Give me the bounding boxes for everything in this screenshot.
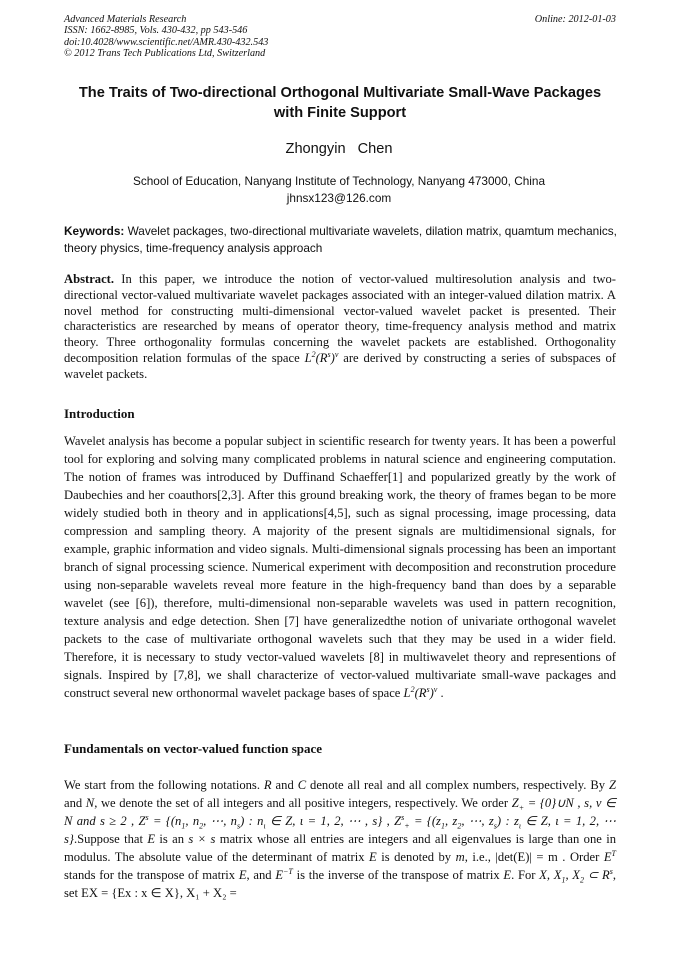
fund-and-1: and (271, 778, 298, 792)
fund-text-13: , set EX = {Ex : x ∈ X}, X₁ + X₂ = (64, 868, 616, 900)
math-space-l2: $L^2(R^s)^v$ (304, 349, 339, 365)
author (0, 141, 678, 157)
abstract-text-2: are derived by constructing a series of subspaces of wavelet packets. (64, 350, 616, 381)
online-date: Online: 2012-01-03 (534, 14, 616, 25)
math-N: N (85, 796, 95, 810)
keywords-label: Keywords: (64, 224, 125, 238)
math-E-1: E (147, 832, 156, 846)
math-E-transpose: $E^T$ (603, 848, 616, 864)
abstract-label: Abstract. (64, 272, 115, 286)
fundamentals-heading: Fundamentals on vector-valued function space (64, 741, 323, 756)
affiliation-block (0, 173, 678, 207)
math-space-l2-intro: $L^2(R^s)^v$ (403, 684, 438, 700)
fund-text-1: We start from the following notations. (64, 778, 264, 792)
math-set-X: X, $X_1$, $X_2$ ⊂ $R^s$ (539, 866, 613, 885)
copyright: © 2012 Trans Tech Publications Ltd, Switzerland (64, 47, 266, 59)
fund-text-7: is denoted by (376, 850, 456, 864)
journal-header (64, 14, 616, 59)
paper-title: The Traits of Two-directional Orthogonal Multivariate Small-Wave Packages with Finite Support (78, 85, 602, 121)
introduction-paragraph (64, 432, 616, 702)
author-first-name: Zhongyin (285, 141, 346, 157)
intro-text-2: . (437, 686, 444, 700)
intro-text-1: Wavelet analysis has become a popular subject in scientific research for twenty years. It has been a powerful tool for exploring and solving many complicated problems in natural science and engineering computation. The notion of frames was introduced by Duffinand Schaeffer[1] and popularized greatly by the work of Daubechies and her coauthors[2,3]. After this ground breaking work, the theory of frames began to be more widely studied both in theory and in applications[4,5], such as signal processing, image processing, data compression and sampling theory. A majority of the present signals are multidimensional signals, for example, graphic information and video signals. Multi-dimensional signals processing has been an important branch of signal processing science. Numerical experiment with decomposition and reconstrution procedure using non-separable wavelets reveal more feature in the high-frequency band than does by a separable wavelet (see [6]), therefore, multi-dimensional non-separable wavelets was used in pattern recognition, texture analysis and edge detection. Shen [7] have generalizedthe notion of univariate orthogonal wavelet packets to the case of multivariate orthogonal wavelets such that they may be used in a wider field. Therefore, it is necessary to study vector-valued wavelets [8] in multiwavelet theory and representions of signals. Inspired by [7,8], we shall characterize of vector-valued multivariate small-wave packages and construct several new orthonormal wavelet package bases of space (64, 434, 616, 700)
math-sxs: s × s (188, 832, 216, 846)
introduction-heading: Introduction (64, 406, 135, 421)
fund-text-12: . For (511, 868, 540, 882)
journal-name: Advanced Materials Research (64, 14, 187, 25)
fund-text-5: is an (155, 832, 189, 846)
fund-text-3: , we denote the set of all integers and all positive integers, respectively. We order (94, 796, 512, 810)
affiliation: School of Education, Nanyang Institute of Technology, Nanyang 473000, China (132, 174, 546, 188)
email[interactable]: jhnsx123@126.com (286, 191, 392, 205)
fund-text-8: , i.e., |det(E)| = m . Order (464, 850, 604, 864)
abstract-text-1: In this paper, we introduce the notion of vector-valued multiresolution analysis and two-directional vector-valued multivariate wavelet packages associated with an integer-valued dilation matrix. A novel method for constructing multi-dimensional vector-valued wavelet packet is presented. Their characteristics are researched by means of operator theory, time-frequency analysis method and matrix theory. Three orthogonality formulas concerning the wavelet packets are established. Orthogonality decomposition relation formulas of the space (64, 272, 616, 365)
fundamentals-paragraph (64, 776, 616, 902)
math-Z: Z (609, 778, 617, 792)
math-E-4: E (503, 868, 512, 882)
fund-text-6: matrix whose all entries are integers and all eigenvalues is large than one in modulus. The absolute value of the determinant of matrix (64, 832, 617, 864)
fund-text-9: stands for the transpose of matrix (64, 868, 239, 882)
issn: ISSN: 1662-8985, Vols. 430-432, pp 543-546 (64, 25, 248, 37)
math-E-2: E (369, 850, 377, 864)
fund-text-11: is the inverse of the transpose of matrix (292, 868, 504, 882)
abstract (64, 272, 616, 383)
math-C: C (297, 778, 307, 792)
math-notations: $Z_+$ = {0}∪N , s, v ∈ N and s ≥ 2 , $Z^s = \{(n_1$, $n_2$, ⋯, $n_s$) : $n_\iota$ ∈ Z, ι = 1, 2, ⋯ , s} , $Z^s_+ = \{(z_1$, $z_2$, ⋯, $z_s$) : $z_\iota$ ∈ Z, ι = 1, 2, ⋯ s} (64, 796, 617, 846)
fund-and-2: and (64, 796, 86, 810)
fund-text-10: , and (246, 868, 276, 882)
keywords-text: Wavelet packages, two-directional multivariate wavelets, dilation matrix, quamtum mechanics, theory physics, time-frequency analysis approach (64, 224, 617, 255)
author-last-name: Chen (357, 141, 393, 157)
math-m: m (455, 850, 465, 864)
math-E-3: E (238, 868, 247, 882)
doi: doi:10.4028/www.scientific.net/AMR.430-432.543 (64, 36, 269, 48)
math-R: R (263, 778, 272, 792)
math-E-minus-T: $E^{-T}$ (275, 866, 293, 882)
fund-text-4: .Suppose that (73, 832, 148, 846)
fund-text-2: denote all real and all complex numbers, respectively. By (306, 778, 609, 792)
keywords (64, 223, 618, 256)
